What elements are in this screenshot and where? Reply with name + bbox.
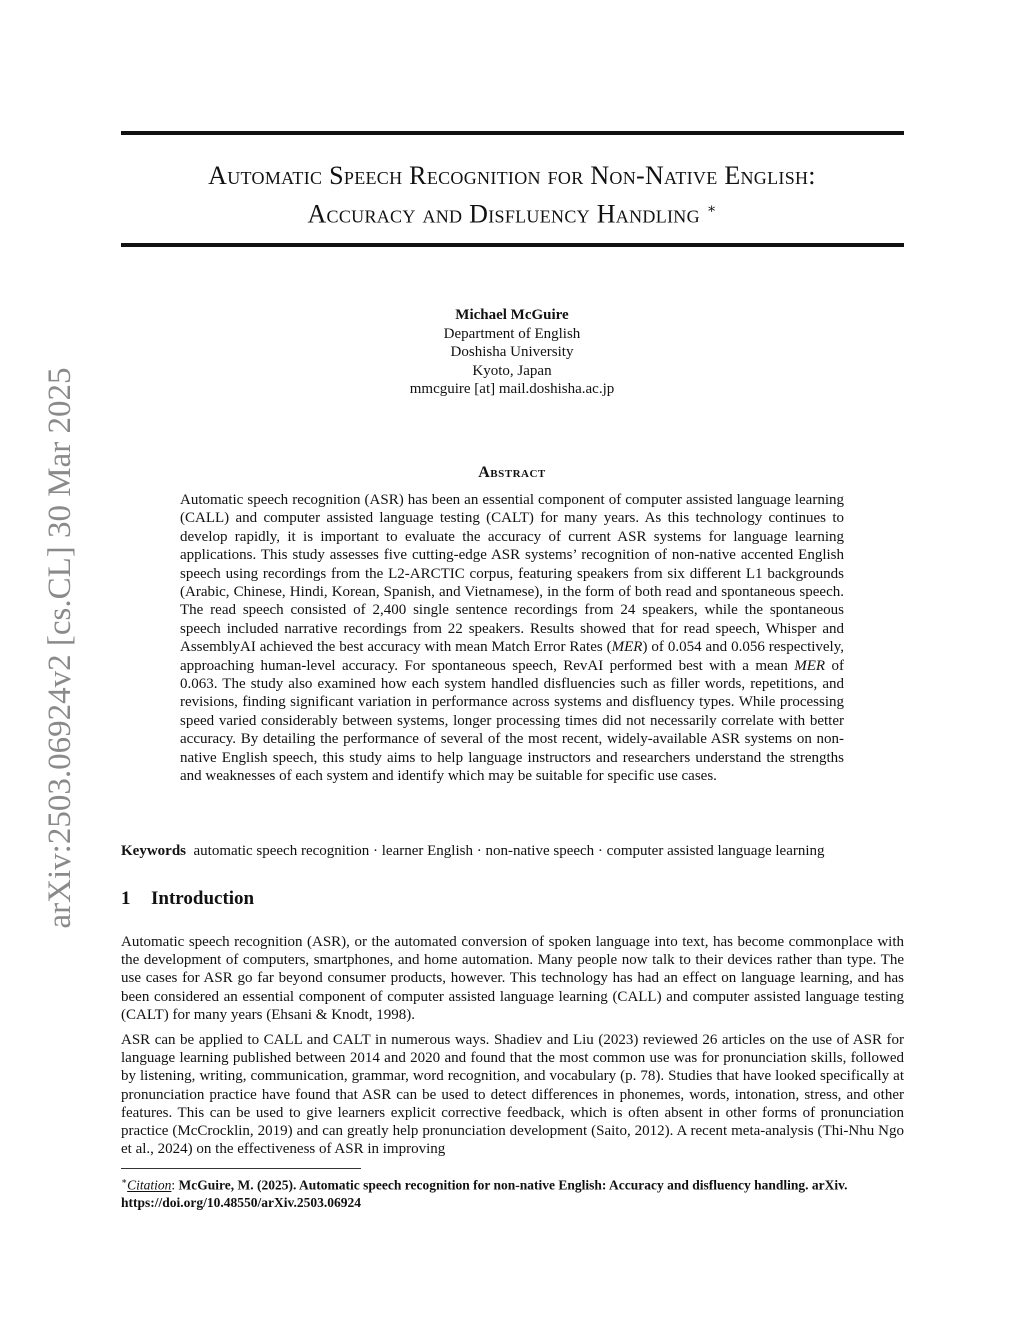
title-footnote-mark: ∗ (706, 202, 717, 217)
author-university: Doshisha University (450, 344, 574, 360)
paper-title (80, 159, 944, 232)
abstract-mer-term-2: MER (794, 657, 826, 674)
title-rule-bottom (121, 243, 904, 247)
citation-label: Citation (127, 1177, 172, 1193)
footnote-divider (121, 1168, 361, 1169)
title-line-1: Automatic Speech Recognition for Non-Native English: (208, 161, 816, 190)
author-block (0, 306, 1024, 399)
intro-paragraph-1: Automatic speech recognition (ASR), or the automated conversion of spoken language into text, has become commonplace with the development of computers, smartphones, and home automation. Many people now talk to their devices rather than type. The use cases for ASR go far beyond consumer products, however. This technology has had an effect on language learning, and has been considered an essential component of computer assisted language learning (CALL) and computer assisted language testing (CALT) for many years (Ehsani & Knodt, 1998). (121, 934, 904, 1023)
abstract-body (180, 491, 844, 786)
abstract-mer-term-1: MER (611, 639, 643, 656)
citation-footnote (121, 1173, 904, 1211)
footnote-mark: ∗ (121, 1176, 128, 1186)
citation-text: McGuire, M. (2025). Automatic speech recognition for non-native English: Accuracy and disfluency handling. arXiv. https://doi.org/10.48550/arXiv.2503.06924 (121, 1177, 848, 1210)
title-rule-top (121, 131, 904, 135)
section-heading-introduction (121, 888, 254, 910)
abstract-text-3: of 0.063. The study also examined how each system handled disfluencies such as filler words, repetitions, and revisions, finding significant variation in performance across systems and disfluency types. While processing speed varied considerably between systems, longer processing times did not necessarily correlate with better accuracy. By detailing the performance of several of the most recent, widely-available ASR systems on non-native English speech, this study aims to help language instructors and researchers understand the strengths and weaknesses of each system and identify which may be suitable for specific use cases. (180, 657, 844, 785)
title-line-2 (80, 193, 944, 232)
author-location: Kyoto, Japan (472, 362, 552, 379)
author-name: Michael McGuire (455, 307, 569, 323)
keywords-list: automatic speech recognition · learner English · non-native speech · computer assisted language learning (193, 843, 825, 859)
citation-separator: : (171, 1177, 179, 1193)
title-line-2-text: Accuracy and Disfluency Handling (307, 199, 700, 229)
author-department: Department of English (443, 325, 581, 342)
keywords-line (121, 842, 904, 860)
abstract-text-1: Automatic speech recognition (ASR) has been an essential component of computer assisted language learning (CALL) and computer assisted language testing (CALT) for many years. As this technology continues to develop rapidly, it is important to evaluate the accuracy of current ASR systems for language learning applications. This study assesses five cutting-edge ASR systems’ recognition of non-native accented English speech using recordings from the L2-ARCTIC corpus, featuring speakers from six different L1 backgrounds (Arabic, Chinese, Hindi, Korean, Spanish, and Vietnamese), in the form of both read and spontaneous speech. The read speech consisted of 2,400 single sentence recordings from 24 speakers, while the spontaneous speech included narrative recordings from 22 speakers. Results showed that for read speech, Whisper and AssemblyAI achieved the best accuracy with mean Match Error Rates ( (180, 492, 844, 656)
author-email: mmcguire [at] mail.doshisha.ac.jp (409, 381, 615, 397)
intro-paragraph-2: ASR can be applied to CALL and CALT in numerous ways. Shadiev and Liu (2023) reviewed 26 articles on the use of ASR for language learning published between 2014 and 2020 and found that the most common use was for pronunciation skills, followed by listening, writing, communication, grammar, word recognition, and vocabulary (p. 78). Studies that have looked specifically at pronunciation practice have found that ASR can be used to detect differences in phonemes, words, intonation, stress, and other features. This can be used to give learners explicit corrective feedback, which is often absent in other forms of pronunciation practice (McCrocklin, 2019) and can greatly help pronunciation development (Saito, 2012). A recent meta-analysis (Thi-Nhu Ngo et al., 2024) on the effectiveness of ASR in improving (121, 1032, 904, 1158)
section-title: Introduction (151, 888, 255, 909)
section-number: 1 (121, 888, 131, 909)
abstract-heading: Abstract (478, 464, 546, 481)
abstract-text-2: ) of 0.054 and 0.056 respectively, approaching human-level accuracy. For spontaneous speech, RevAI performed best with a mean (180, 639, 845, 674)
arxiv-identifier-stamp: arXiv:2503.06924v2 [cs.CL] 30 Mar 2025 (42, 367, 78, 929)
keywords-label: Keywords (121, 843, 186, 859)
